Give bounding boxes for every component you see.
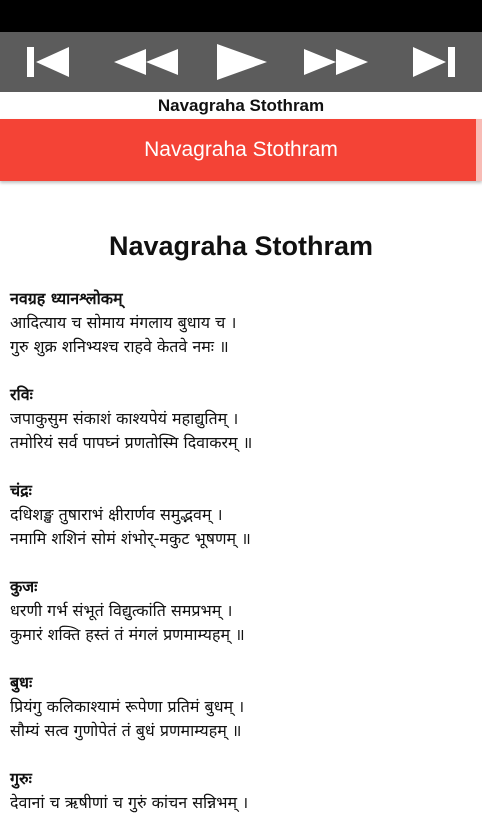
verse-line: आदित्याय च सोमाय मंगलाय बुधाय च ।	[10, 313, 237, 332]
verse-line: दधिशङ्ख तुषाराभं क्षीरार्णव समुद्भवम् ।	[10, 505, 223, 524]
verse-line: तमोरियं सर्व पापघ्नं प्रणतोस्मि दिवाकरम् ॥	[10, 433, 253, 452]
status-bar	[0, 0, 482, 32]
rewind-button[interactable]	[108, 34, 182, 90]
skip-previous-icon	[21, 41, 75, 83]
verse-section-guru	[10, 767, 472, 815]
rewind-icon	[108, 41, 182, 83]
header-edge-accent	[476, 119, 482, 181]
verse-line: सौम्यं सत्व गुणोपेतं तं बुधं प्रणमाम्यहम् ॥	[10, 721, 242, 740]
verse-line: नमामि शशिनं सोमं शंभोर्-मकुट भूषणम् ॥	[10, 529, 251, 548]
section-heading: रविः	[10, 385, 33, 404]
skip-next-button[interactable]	[397, 34, 471, 90]
verse-section-budha	[10, 671, 472, 743]
verse-line: कुमारं शक्ति हस्तं तं मंगलं प्रणमाम्यहम् ॥	[10, 625, 245, 644]
verse-section-ravi	[10, 383, 472, 455]
fast-forward-button[interactable]	[300, 34, 374, 90]
media-controls-toolbar	[0, 32, 482, 92]
verse-section-navagraha	[10, 287, 472, 359]
fast-forward-icon	[300, 41, 374, 83]
play-button[interactable]	[204, 34, 278, 90]
section-heading: गुरुः	[10, 769, 32, 788]
section-heading: चंद्रः	[10, 481, 32, 500]
verse-line: प्रियंगु कलिकाश्यामं रूपेणा प्रतिमं बुधम् ।	[10, 697, 245, 716]
verse-line: देवानां च ऋषीणां च गुरुं कांचन सन्निभम् ।	[10, 793, 249, 812]
skip-next-icon	[407, 41, 461, 83]
skip-previous-button[interactable]	[11, 34, 85, 90]
verse-section-kuja	[10, 575, 472, 647]
verse-section-chandra	[10, 479, 472, 551]
app-header-title: Navagraha Stothram	[144, 138, 338, 161]
section-heading: नवग्रह ध्यानश्लोकम्	[10, 289, 123, 308]
verse-line: गुरु शुक्र शनिभ्यश्च राहवे केतवे नमः ॥	[10, 337, 229, 356]
app-header-bar	[0, 119, 482, 181]
now-playing-title: Navagraha Stothram	[0, 92, 482, 119]
stotram-text-view[interactable]	[0, 181, 482, 812]
section-heading: कुजः	[10, 577, 38, 596]
document-title: Navagraha Stothram	[108, 231, 374, 261]
verse-line: जपाकुसुम संकाशं काश्यपेयं महाद्युतिम् ।	[10, 409, 239, 428]
section-heading: बुधः	[10, 673, 33, 692]
play-icon	[211, 40, 271, 84]
verse-line: धरणी गर्भ संभूतं विद्युत्कांति समप्रभम् ।	[10, 601, 233, 620]
